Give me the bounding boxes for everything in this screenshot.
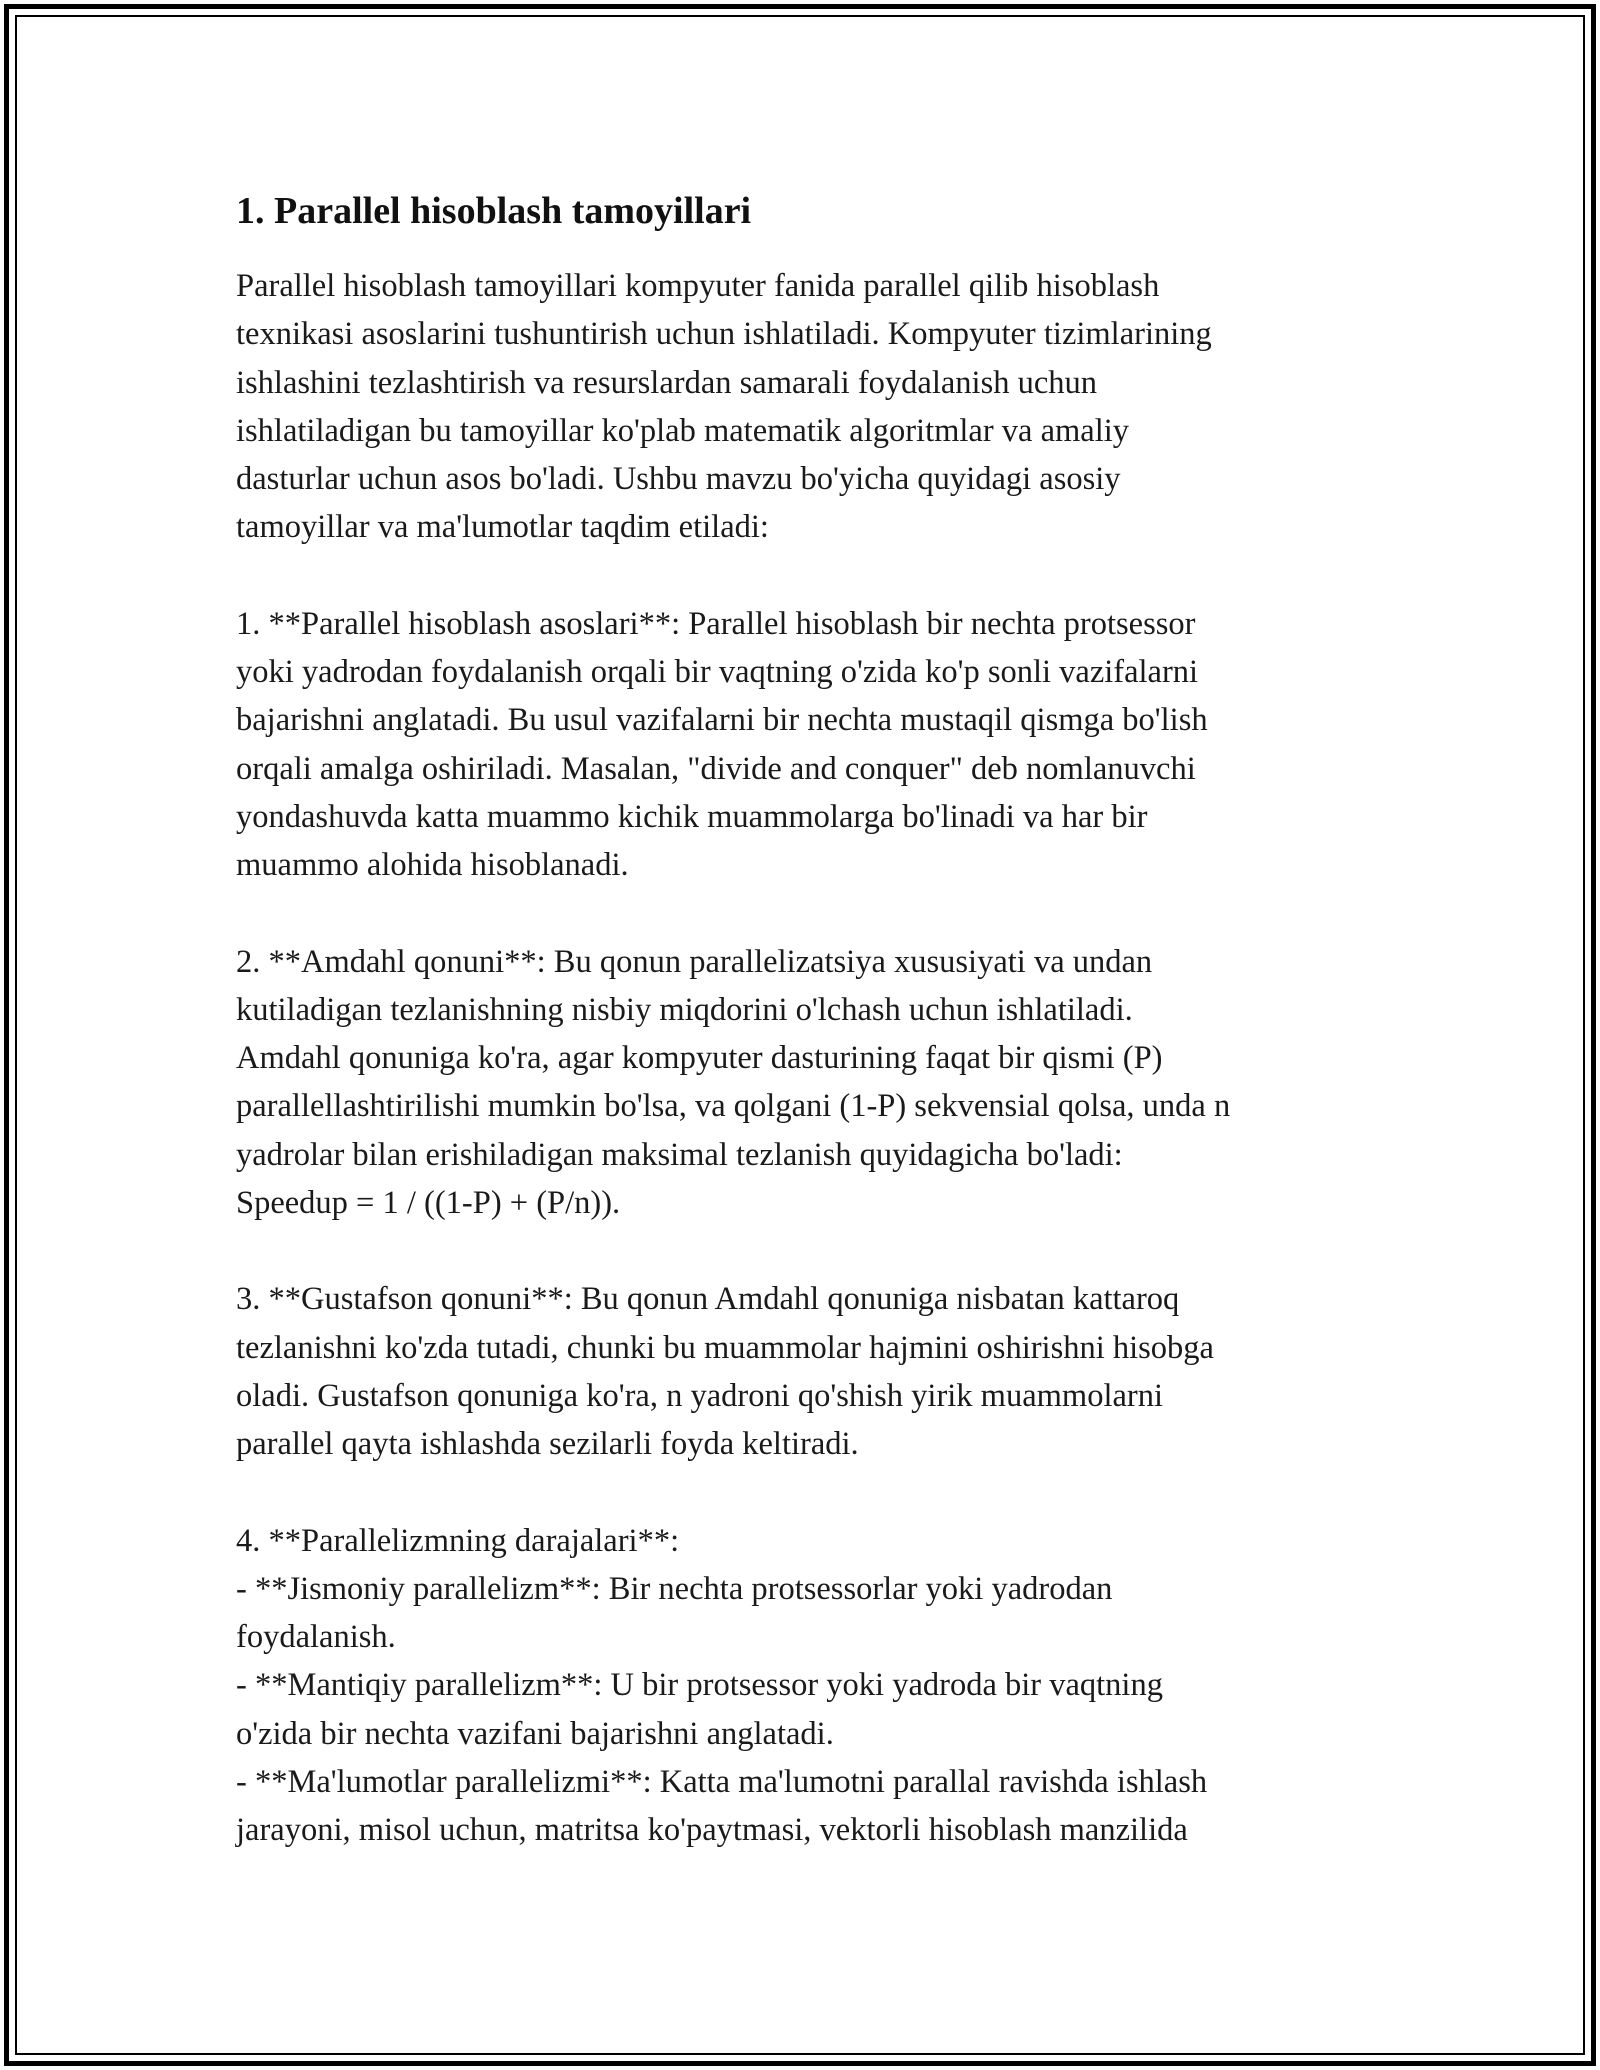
paragraph-parallelism-levels: 4. **Parallelizmning darajalari**: - **Jismoniy parallelizm**: Bir nechta protsessorlar yoki yadrodan foydalanish. - **Mantiqiy parallelizm**: U bir protsessor yoki yadroda bir vaqtning o'zida bir nechta vazifani bajarishni anglatadi. - **Ma'lumotlar parallelizmi**: Katta ma'lumotni parallal ravishda ishlash jarayoni, misol uchun, matritsa ko'paytmasi, vektorli hisoblash manzilida: [236, 1522, 1208, 1849]
paragraph-parallel-basics: 1. **Parallel hisoblash asoslari**: Parallel hisoblash bir nechta protsessor yoki yadrodan foydalanish orqali bir vaqtning o'zida ko'p sonli vazifalarni bajarishni anglatadi. Bu usul vazifalarni bir nechta mustaqil qismga bo'lish orqali amalga oshiriladi. Masalan, "divide and conquer" deb nomlanuvchi yondashuvda katta muammo kichik muammolarga bo'linadi va har bir muammo alohida hisoblanadi.: [236, 605, 1208, 884]
paragraph-amdahl-law: 2. **Amdahl qonuni**: Bu qonun parallelizatsiya xususiyati va undan kutiladigan tezlanishning nisbiy miqdorini o'lchash uchun ishlatiladi. Amdahl qonuniga ko'ra, agar kompyuter dasturining faqat bir qismi (P) parallellashtirilishi mumkin bo'lsa, va qolgani (1-P) sekvensial qolsa, unda n yadrolar bilan erishiladigan maksimal tezlanish quyidagicha bo'ladi: Speedup = 1 / ((1-P) + (P/n)).: [236, 943, 1231, 1222]
document-body: [236, 186, 1366, 1855]
intro-paragraph: Parallel hisoblash tamoyillari kompyuter fanida parallel qilib hisoblash texnikasi asoslarini tushuntirish uchun ishlatiladi. Kompyuter tizimlarining ishlashini tezlashtirish va resurslardan samarali foydalanish uchun ishlatiladigan bu tamoyillar ko'plab matematik algoritmlar va amaliy dasturlar uchun asos bo'ladi. Ushbu mavzu bo'yicha quyidagi asosiy tamoyillar va ma'lumotlar taqdim etiladi:: [236, 268, 1212, 546]
paragraph-gustafson-law: 3. **Gustafson qonuni**: Bu qonun Amdahl qonuniga nisbatan kattaroq tezlanishni ko'zda tutadi, chunki bu muammolar hajmini oshirishni hisobga oladi. Gustafson qonuniga ko'ra, n yadroni qo'shish yirik muammolarni parallel qayta ishlashda sezilarli foyda keltiradi.: [236, 1281, 1214, 1463]
section-heading: 1. Parallel hisoblash tamoyillari: [236, 190, 752, 232]
